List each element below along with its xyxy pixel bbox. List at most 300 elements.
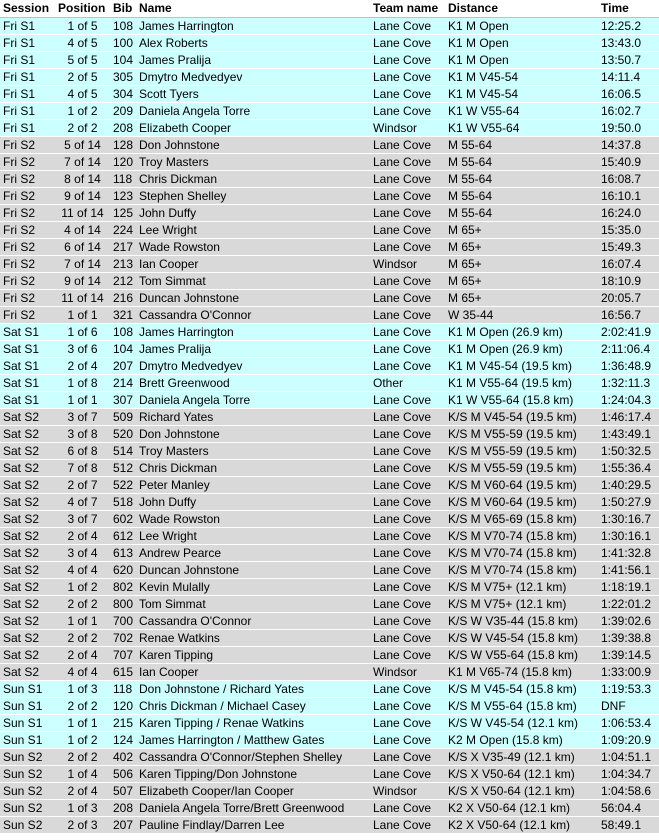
cell-team[interactable]: Lane Cove xyxy=(370,52,445,69)
cell-bib[interactable]: 514 xyxy=(110,443,136,460)
cell-distance[interactable]: K/S X V35-49 (12.1 km) xyxy=(445,749,598,766)
cell-name[interactable]: Renae Watkins xyxy=(136,630,370,647)
cell-time[interactable]: 16:10.1 xyxy=(598,188,659,205)
cell-time[interactable]: 1:41:32.8 xyxy=(598,545,659,562)
cell-team[interactable]: Lane Cove xyxy=(370,222,445,239)
cell-session[interactable]: Sat S2 xyxy=(0,664,55,681)
cell-time[interactable]: 1:04:51.1 xyxy=(598,749,659,766)
cell-team[interactable]: Lane Cove xyxy=(370,188,445,205)
cell-distance[interactable]: K2 X V50-64 (12.1 km) xyxy=(445,800,598,817)
cell-name[interactable]: Stephen Shelley xyxy=(136,188,370,205)
cell-distance[interactable]: K/S X V50-64 (12.1 km) xyxy=(445,783,598,800)
cell-time[interactable]: 1:18:19.1 xyxy=(598,579,659,596)
cell-name[interactable]: Daniela Angela Torre xyxy=(136,103,370,120)
cell-distance[interactable]: M 55-64 xyxy=(445,137,598,154)
cell-position[interactable]: 1 of 2 xyxy=(55,579,110,596)
cell-distance[interactable]: K/S M V65-69 (15.8 km) xyxy=(445,511,598,528)
cell-time[interactable]: 13:43.0 xyxy=(598,35,659,52)
cell-name[interactable]: Cassandra O'Connor/Stephen Shelley xyxy=(136,749,370,766)
cell-position[interactable]: 2 of 4 xyxy=(55,528,110,545)
cell-distance[interactable]: K1 W V55-64 (15.8 km) xyxy=(445,392,598,409)
header-session[interactable]: Session xyxy=(0,0,55,18)
cell-session[interactable]: Sun S2 xyxy=(0,749,55,766)
cell-bib[interactable]: 123 xyxy=(110,188,136,205)
cell-time[interactable]: 1:39:02.6 xyxy=(598,613,659,630)
cell-name[interactable]: Don Johnstone xyxy=(136,426,370,443)
cell-team[interactable]: Lane Cove xyxy=(370,341,445,358)
cell-team[interactable]: Lane Cove xyxy=(370,18,445,35)
cell-session[interactable]: Sat S1 xyxy=(0,324,55,341)
cell-session[interactable]: Fri S2 xyxy=(0,188,55,205)
cell-bib[interactable]: 118 xyxy=(110,681,136,698)
cell-distance[interactable]: K/S W V55-64 (15.8 km) xyxy=(445,647,598,664)
cell-name[interactable]: Karen Tipping xyxy=(136,647,370,664)
cell-bib[interactable]: 104 xyxy=(110,341,136,358)
cell-bib[interactable]: 800 xyxy=(110,596,136,613)
cell-bib[interactable]: 802 xyxy=(110,579,136,596)
cell-distance[interactable]: K/S M V55-59 (19.5 km) xyxy=(445,460,598,477)
cell-time[interactable]: 15:35.0 xyxy=(598,222,659,239)
cell-session[interactable]: Sat S2 xyxy=(0,647,55,664)
header-team-name[interactable]: Team name xyxy=(370,0,445,18)
cell-name[interactable]: Chris Dickman xyxy=(136,460,370,477)
cell-time[interactable]: 1:30:16.7 xyxy=(598,511,659,528)
cell-position[interactable]: 1 of 3 xyxy=(55,800,110,817)
cell-name[interactable]: Don Johnstone xyxy=(136,137,370,154)
cell-name[interactable]: Chris Dickman xyxy=(136,171,370,188)
cell-time[interactable]: 16:07.4 xyxy=(598,256,659,273)
cell-position[interactable]: 2 of 2 xyxy=(55,749,110,766)
cell-distance[interactable]: K/S W V45-54 (12.1 km) xyxy=(445,715,598,732)
cell-team[interactable]: Lane Cove xyxy=(370,307,445,324)
cell-distance[interactable]: K1 M V45-54 xyxy=(445,69,598,86)
cell-position[interactable]: 7 of 14 xyxy=(55,154,110,171)
cell-position[interactable]: 1 of 4 xyxy=(55,766,110,783)
cell-position[interactable]: 7 of 8 xyxy=(55,460,110,477)
cell-position[interactable]: 7 of 14 xyxy=(55,256,110,273)
cell-bib[interactable]: 509 xyxy=(110,409,136,426)
cell-time[interactable]: 1:19:53.3 xyxy=(598,681,659,698)
cell-name[interactable]: Alex Roberts xyxy=(136,35,370,52)
cell-position[interactable]: 4 of 4 xyxy=(55,664,110,681)
cell-position[interactable]: 6 of 14 xyxy=(55,239,110,256)
cell-session[interactable]: Sat S1 xyxy=(0,392,55,409)
cell-bib[interactable]: 120 xyxy=(110,698,136,715)
cell-distance[interactable]: M 55-64 xyxy=(445,171,598,188)
cell-time[interactable]: 19:50.0 xyxy=(598,120,659,137)
cell-session[interactable]: Sat S2 xyxy=(0,579,55,596)
cell-distance[interactable]: K1 M Open xyxy=(445,18,598,35)
cell-name[interactable]: Elizabeth Cooper/Ian Cooper xyxy=(136,783,370,800)
header-position[interactable]: Position xyxy=(55,0,110,18)
cell-time[interactable]: 1:46:17.4 xyxy=(598,409,659,426)
cell-position[interactable]: 1 of 2 xyxy=(55,732,110,749)
cell-bib[interactable]: 520 xyxy=(110,426,136,443)
cell-team[interactable]: Windsor xyxy=(370,664,445,681)
cell-time[interactable]: 1:50:27.9 xyxy=(598,494,659,511)
cell-session[interactable]: Sun S2 xyxy=(0,766,55,783)
cell-time[interactable]: 14:11.4 xyxy=(598,69,659,86)
cell-bib[interactable]: 128 xyxy=(110,137,136,154)
cell-time[interactable]: 16:56.7 xyxy=(598,307,659,324)
cell-session[interactable]: Fri S2 xyxy=(0,239,55,256)
cell-distance[interactable]: K/S M V45-54 (19.5 km) xyxy=(445,409,598,426)
cell-team[interactable]: Lane Cove xyxy=(370,562,445,579)
cell-time[interactable]: 1:39:14.5 xyxy=(598,647,659,664)
cell-team[interactable]: Lane Cove xyxy=(370,647,445,664)
cell-name[interactable]: Duncan Johnstone xyxy=(136,290,370,307)
cell-position[interactable]: 2 of 2 xyxy=(55,120,110,137)
cell-bib[interactable]: 518 xyxy=(110,494,136,511)
cell-session[interactable]: Sat S2 xyxy=(0,511,55,528)
cell-bib[interactable]: 118 xyxy=(110,171,136,188)
cell-team[interactable]: Lane Cove xyxy=(370,426,445,443)
cell-bib[interactable]: 602 xyxy=(110,511,136,528)
cell-bib[interactable]: 512 xyxy=(110,460,136,477)
cell-bib[interactable]: 217 xyxy=(110,239,136,256)
cell-team[interactable]: Lane Cove xyxy=(370,579,445,596)
cell-distance[interactable]: K2 X V50-64 (12.1 km) xyxy=(445,817,598,834)
cell-bib[interactable]: 104 xyxy=(110,52,136,69)
cell-team[interactable]: Lane Cove xyxy=(370,749,445,766)
cell-team[interactable]: Windsor xyxy=(370,256,445,273)
cell-distance[interactable]: K/S M V70-74 (15.8 km) xyxy=(445,528,598,545)
cell-time[interactable]: 1:40:29.5 xyxy=(598,477,659,494)
cell-distance[interactable]: K/S M V60-64 (19.5 km) xyxy=(445,477,598,494)
cell-session[interactable]: Fri S2 xyxy=(0,222,55,239)
cell-name[interactable]: Dmytro Medvedyev xyxy=(136,358,370,375)
cell-session[interactable]: Fri S2 xyxy=(0,171,55,188)
cell-distance[interactable]: K/S M V55-59 (19.5 km) xyxy=(445,443,598,460)
cell-position[interactable]: 2 of 2 xyxy=(55,630,110,647)
cell-name[interactable]: James Harrington / Matthew Gates xyxy=(136,732,370,749)
cell-position[interactable]: 8 of 14 xyxy=(55,171,110,188)
cell-distance[interactable]: K1 M Open xyxy=(445,52,598,69)
cell-time[interactable]: 1:06:53.4 xyxy=(598,715,659,732)
cell-team[interactable]: Windsor xyxy=(370,783,445,800)
cell-session[interactable]: Fri S1 xyxy=(0,86,55,103)
cell-team[interactable]: Lane Cove xyxy=(370,477,445,494)
cell-time[interactable]: 56:04.4 xyxy=(598,800,659,817)
cell-position[interactable]: 4 of 5 xyxy=(55,86,110,103)
cell-session[interactable]: Sat S2 xyxy=(0,528,55,545)
cell-team[interactable]: Lane Cove xyxy=(370,817,445,834)
cell-bib[interactable]: 214 xyxy=(110,375,136,392)
cell-position[interactable]: 6 of 8 xyxy=(55,443,110,460)
cell-team[interactable]: Lane Cove xyxy=(370,766,445,783)
cell-team[interactable]: Lane Cove xyxy=(370,137,445,154)
cell-session[interactable]: Sat S2 xyxy=(0,443,55,460)
cell-position[interactable]: 2 of 3 xyxy=(55,817,110,834)
cell-position[interactable]: 2 of 7 xyxy=(55,477,110,494)
cell-position[interactable]: 2 of 4 xyxy=(55,783,110,800)
cell-session[interactable]: Sat S1 xyxy=(0,375,55,392)
cell-team[interactable]: Lane Cove xyxy=(370,392,445,409)
cell-distance[interactable]: K/S M V45-54 (15.8 km) xyxy=(445,681,598,698)
cell-bib[interactable]: 707 xyxy=(110,647,136,664)
cell-bib[interactable]: 124 xyxy=(110,732,136,749)
cell-distance[interactable]: M 65+ xyxy=(445,256,598,273)
cell-distance[interactable]: K1 M Open (26.9 km) xyxy=(445,324,598,341)
cell-position[interactable]: 1 of 2 xyxy=(55,103,110,120)
cell-session[interactable]: Sat S1 xyxy=(0,358,55,375)
cell-position[interactable]: 11 of 14 xyxy=(55,205,110,222)
cell-team[interactable]: Other xyxy=(370,375,445,392)
cell-position[interactable]: 2 of 2 xyxy=(55,698,110,715)
cell-team[interactable]: Lane Cove xyxy=(370,35,445,52)
header-bib[interactable]: Bib xyxy=(110,0,136,18)
cell-team[interactable]: Lane Cove xyxy=(370,239,445,256)
cell-name[interactable]: Kevin Mulally xyxy=(136,579,370,596)
cell-team[interactable]: Lane Cove xyxy=(370,732,445,749)
cell-distance[interactable]: K1 M V65-74 (15.8 km) xyxy=(445,664,598,681)
cell-session[interactable]: Sun S1 xyxy=(0,681,55,698)
cell-position[interactable]: 2 of 5 xyxy=(55,69,110,86)
cell-name[interactable]: Dmytro Medvedyev xyxy=(136,69,370,86)
cell-team[interactable]: Lane Cove xyxy=(370,630,445,647)
cell-time[interactable]: 1:04:34.7 xyxy=(598,766,659,783)
cell-distance[interactable]: K1 W V55-64 xyxy=(445,120,598,137)
cell-time[interactable]: 2:02:41.9 xyxy=(598,324,659,341)
cell-distance[interactable]: M 65+ xyxy=(445,239,598,256)
cell-name[interactable]: Cassandra O'Connor xyxy=(136,307,370,324)
cell-distance[interactable]: M 55-64 xyxy=(445,188,598,205)
cell-name[interactable]: Chris Dickman / Michael Casey xyxy=(136,698,370,715)
cell-team[interactable]: Lane Cove xyxy=(370,800,445,817)
cell-position[interactable]: 11 of 14 xyxy=(55,290,110,307)
cell-position[interactable]: 4 of 14 xyxy=(55,222,110,239)
cell-team[interactable]: Lane Cove xyxy=(370,69,445,86)
cell-name[interactable]: Tom Simmat xyxy=(136,596,370,613)
cell-distance[interactable]: K/S M V60-64 (19.5 km) xyxy=(445,494,598,511)
cell-session[interactable]: Sat S1 xyxy=(0,341,55,358)
cell-session[interactable]: Fri S2 xyxy=(0,137,55,154)
cell-name[interactable]: James Pralija xyxy=(136,52,370,69)
cell-bib[interactable]: 213 xyxy=(110,256,136,273)
cell-position[interactable]: 9 of 14 xyxy=(55,273,110,290)
cell-bib[interactable]: 321 xyxy=(110,307,136,324)
cell-position[interactable]: 1 of 1 xyxy=(55,392,110,409)
cell-team[interactable]: Lane Cove xyxy=(370,698,445,715)
cell-position[interactable]: 2 of 2 xyxy=(55,596,110,613)
cell-time[interactable]: 1:30:16.1 xyxy=(598,528,659,545)
cell-session[interactable]: Sat S2 xyxy=(0,545,55,562)
cell-distance[interactable]: M 55-64 xyxy=(445,205,598,222)
cell-distance[interactable]: K/S M V70-74 (15.8 km) xyxy=(445,545,598,562)
cell-bib[interactable]: 615 xyxy=(110,664,136,681)
cell-time[interactable]: 1:36:48.9 xyxy=(598,358,659,375)
cell-name[interactable]: Troy Masters xyxy=(136,443,370,460)
cell-name[interactable]: Peter Manley xyxy=(136,477,370,494)
cell-team[interactable]: Windsor xyxy=(370,120,445,137)
cell-session[interactable]: Sun S2 xyxy=(0,783,55,800)
cell-time[interactable]: 1:55:36.4 xyxy=(598,460,659,477)
cell-team[interactable]: Lane Cove xyxy=(370,613,445,630)
header-name[interactable]: Name xyxy=(136,0,370,18)
cell-distance[interactable]: K2 M Open (15.8 km) xyxy=(445,732,598,749)
cell-session[interactable]: Fri S1 xyxy=(0,35,55,52)
cell-position[interactable]: 3 of 4 xyxy=(55,545,110,562)
cell-name[interactable]: Andrew Pearce xyxy=(136,545,370,562)
cell-time[interactable]: 16:02.7 xyxy=(598,103,659,120)
cell-time[interactable]: 1:04:58.6 xyxy=(598,783,659,800)
cell-session[interactable]: Fri S1 xyxy=(0,52,55,69)
cell-bib[interactable]: 522 xyxy=(110,477,136,494)
cell-name[interactable]: Daniela Angela Torre/Brett Greenwood xyxy=(136,800,370,817)
cell-team[interactable]: Lane Cove xyxy=(370,715,445,732)
cell-name[interactable]: Cassandra O'Connor xyxy=(136,613,370,630)
cell-distance[interactable]: K1 M Open (26.9 km) xyxy=(445,341,598,358)
cell-name[interactable]: Lee Wright xyxy=(136,222,370,239)
cell-team[interactable]: Lane Cove xyxy=(370,443,445,460)
cell-bib[interactable]: 208 xyxy=(110,120,136,137)
cell-position[interactable]: 9 of 14 xyxy=(55,188,110,205)
cell-time[interactable]: DNF xyxy=(598,698,659,715)
cell-bib[interactable]: 125 xyxy=(110,205,136,222)
cell-bib[interactable]: 402 xyxy=(110,749,136,766)
cell-distance[interactable]: M 55-64 xyxy=(445,154,598,171)
cell-position[interactable]: 3 of 7 xyxy=(55,511,110,528)
cell-position[interactable]: 3 of 6 xyxy=(55,341,110,358)
cell-session[interactable]: Fri S1 xyxy=(0,18,55,35)
cell-distance[interactable]: K/S M V70-74 (15.8 km) xyxy=(445,562,598,579)
cell-position[interactable]: 4 of 4 xyxy=(55,562,110,579)
cell-name[interactable]: Elizabeth Cooper xyxy=(136,120,370,137)
cell-session[interactable]: Fri S1 xyxy=(0,69,55,86)
cell-session[interactable]: Sun S2 xyxy=(0,817,55,834)
cell-time[interactable]: 20:05.7 xyxy=(598,290,659,307)
header-time[interactable]: Time xyxy=(598,0,659,18)
cell-name[interactable]: Ian Cooper xyxy=(136,256,370,273)
cell-name[interactable]: James Harrington xyxy=(136,324,370,341)
cell-distance[interactable]: W 35-44 xyxy=(445,307,598,324)
cell-distance[interactable]: M 65+ xyxy=(445,273,598,290)
cell-position[interactable]: 4 of 7 xyxy=(55,494,110,511)
cell-distance[interactable]: K1 M V45-54 xyxy=(445,86,598,103)
cell-distance[interactable]: K1 M Open xyxy=(445,35,598,52)
cell-bib[interactable]: 108 xyxy=(110,324,136,341)
cell-team[interactable]: Lane Cove xyxy=(370,358,445,375)
cell-time[interactable]: 2:11:06.4 xyxy=(598,341,659,358)
cell-bib[interactable]: 207 xyxy=(110,817,136,834)
cell-position[interactable]: 2 of 4 xyxy=(55,647,110,664)
cell-position[interactable]: 3 of 8 xyxy=(55,426,110,443)
cell-bib[interactable]: 702 xyxy=(110,630,136,647)
cell-time[interactable]: 1:41:56.1 xyxy=(598,562,659,579)
cell-position[interactable]: 5 of 14 xyxy=(55,137,110,154)
cell-time[interactable]: 15:49.3 xyxy=(598,239,659,256)
cell-time[interactable]: 1:39:38.8 xyxy=(598,630,659,647)
cell-session[interactable]: Sun S1 xyxy=(0,698,55,715)
cell-session[interactable]: Sat S2 xyxy=(0,596,55,613)
cell-position[interactable]: 1 of 5 xyxy=(55,18,110,35)
cell-session[interactable]: Sat S2 xyxy=(0,460,55,477)
cell-team[interactable]: Lane Cove xyxy=(370,528,445,545)
cell-team[interactable]: Lane Cove xyxy=(370,324,445,341)
cell-team[interactable]: Lane Cove xyxy=(370,171,445,188)
cell-team[interactable]: Lane Cove xyxy=(370,273,445,290)
cell-name[interactable]: Wade Rowston xyxy=(136,511,370,528)
cell-position[interactable]: 1 of 6 xyxy=(55,324,110,341)
cell-bib[interactable]: 612 xyxy=(110,528,136,545)
cell-session[interactable]: Fri S1 xyxy=(0,120,55,137)
cell-bib[interactable]: 100 xyxy=(110,35,136,52)
cell-distance[interactable]: K/S M V75+ (12.1 km) xyxy=(445,579,598,596)
cell-name[interactable]: John Duffy xyxy=(136,494,370,511)
cell-distance[interactable]: K1 M V45-54 (19.5 km) xyxy=(445,358,598,375)
cell-time[interactable]: 1:43:49.1 xyxy=(598,426,659,443)
cell-bib[interactable]: 224 xyxy=(110,222,136,239)
cell-distance[interactable]: K/S M V55-64 (15.8 km) xyxy=(445,698,598,715)
cell-name[interactable]: James Pralija xyxy=(136,341,370,358)
cell-name[interactable]: John Duffy xyxy=(136,205,370,222)
cell-session[interactable]: Sun S2 xyxy=(0,800,55,817)
cell-distance[interactable]: K1 W V55-64 xyxy=(445,103,598,120)
cell-time[interactable]: 58:49.1 xyxy=(598,817,659,834)
cell-bib[interactable]: 700 xyxy=(110,613,136,630)
cell-name[interactable]: Troy Masters xyxy=(136,154,370,171)
cell-team[interactable]: Lane Cove xyxy=(370,103,445,120)
cell-session[interactable]: Fri S2 xyxy=(0,307,55,324)
cell-time[interactable]: 16:08.7 xyxy=(598,171,659,188)
cell-session[interactable]: Fri S2 xyxy=(0,273,55,290)
cell-bib[interactable]: 307 xyxy=(110,392,136,409)
cell-time[interactable]: 1:09:20.9 xyxy=(598,732,659,749)
cell-distance[interactable]: K/S M V55-59 (19.5 km) xyxy=(445,426,598,443)
cell-time[interactable]: 16:06.5 xyxy=(598,86,659,103)
cell-bib[interactable]: 304 xyxy=(110,86,136,103)
cell-name[interactable]: Wade Rowston xyxy=(136,239,370,256)
cell-team[interactable]: Lane Cove xyxy=(370,596,445,613)
cell-bib[interactable]: 216 xyxy=(110,290,136,307)
cell-bib[interactable]: 108 xyxy=(110,18,136,35)
cell-team[interactable]: Lane Cove xyxy=(370,460,445,477)
cell-bib[interactable]: 207 xyxy=(110,358,136,375)
cell-session[interactable]: Fri S2 xyxy=(0,205,55,222)
cell-name[interactable]: Daniela Angela Torre xyxy=(136,392,370,409)
cell-team[interactable]: Lane Cove xyxy=(370,290,445,307)
cell-session[interactable]: Sat S2 xyxy=(0,426,55,443)
cell-time[interactable]: 1:32:11.3 xyxy=(598,375,659,392)
cell-team[interactable]: Lane Cove xyxy=(370,494,445,511)
cell-distance[interactable]: K/S W V45-54 (15.8 km) xyxy=(445,630,598,647)
cell-distance[interactable]: K/S M V75+ (12.1 km) xyxy=(445,596,598,613)
cell-name[interactable]: Brett Greenwood xyxy=(136,375,370,392)
cell-time[interactable]: 14:37.8 xyxy=(598,137,659,154)
cell-position[interactable]: 1 of 1 xyxy=(55,715,110,732)
cell-bib[interactable]: 215 xyxy=(110,715,136,732)
cell-time[interactable]: 1:22:01.2 xyxy=(598,596,659,613)
cell-session[interactable]: Sat S2 xyxy=(0,494,55,511)
cell-name[interactable]: Richard Yates xyxy=(136,409,370,426)
cell-time[interactable]: 12:25.2 xyxy=(598,18,659,35)
cell-distance[interactable]: M 65+ xyxy=(445,290,598,307)
cell-name[interactable]: Pauline Findlay/Darren Lee xyxy=(136,817,370,834)
cell-session[interactable]: Sat S2 xyxy=(0,613,55,630)
cell-team[interactable]: Lane Cove xyxy=(370,86,445,103)
cell-bib[interactable]: 209 xyxy=(110,103,136,120)
cell-name[interactable]: Karen Tipping / Renae Watkins xyxy=(136,715,370,732)
cell-time[interactable]: 18:10.9 xyxy=(598,273,659,290)
cell-time[interactable]: 16:24.0 xyxy=(598,205,659,222)
cell-team[interactable]: Lane Cove xyxy=(370,409,445,426)
cell-session[interactable]: Sat S2 xyxy=(0,562,55,579)
cell-bib[interactable]: 305 xyxy=(110,69,136,86)
cell-bib[interactable]: 208 xyxy=(110,800,136,817)
cell-time[interactable]: 15:40.9 xyxy=(598,154,659,171)
cell-position[interactable]: 2 of 4 xyxy=(55,358,110,375)
cell-position[interactable]: 1 of 3 xyxy=(55,681,110,698)
